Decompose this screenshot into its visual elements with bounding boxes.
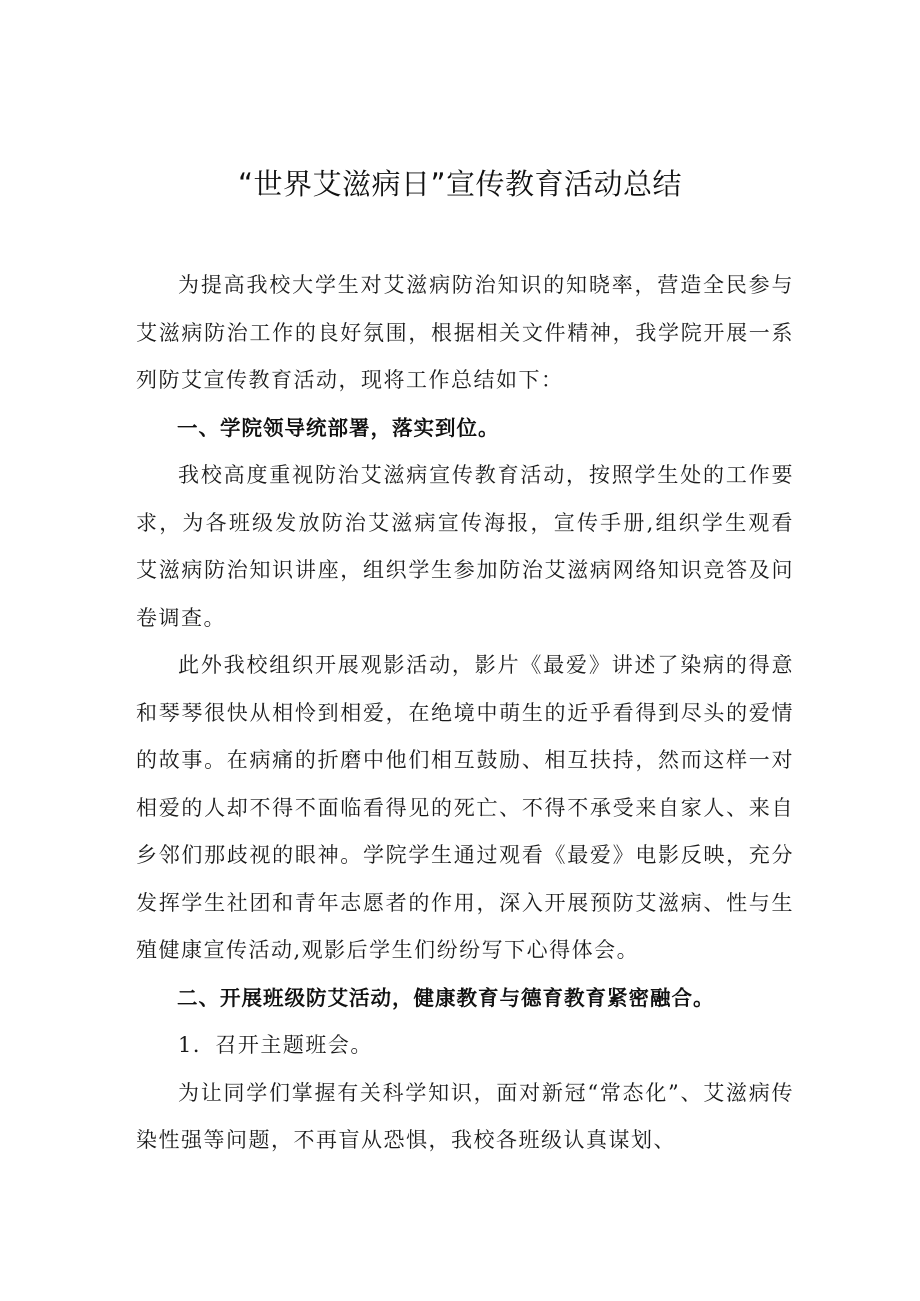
section-heading-2: 二、开展班级防艾活动，健康教育与德育教育紧密融合。 [177,985,715,1010]
intro-paragraph: 为提高我校大学生对艾滋病防治知识的知晓率，营造全民参与艾滋病防治工作的良好氛围，根据相关文件精神，我学院开展一系列防艾宣传教育活动，现将工作总结如下： [136,273,794,392]
section-2-paragraph-1: 为让同学们掌握有关科学知识，面对新冠“常态化”、艾滋病传染性强等问题，不再盲从恐惧，我校各班级认真谋划、 [136,1080,794,1152]
section-1-paragraph-1: 我校高度重视防治艾滋病宣传教育活动，按照学生处的工作要求，为各班级发放防治艾滋病宣传海报，宣传手册,组织学生观看艾滋病防治知识讲座，组织学生参加防治艾滋病网络知识竞答及问卷调查。 [136,463,794,630]
document-title: “世界艾滋病日”宣传教育活动总结 [237,167,683,201]
section-heading-1: 一、学院领导统部署，落实到位。 [177,415,500,440]
subsection-heading-1: 1．召开主题班会。 [178,1033,373,1057]
document-body [136,262,794,1165]
section-1-paragraph-2: 此外我校组织开展观影活动，影片《最爱》讲述了染病的得意和琴琴很快从相怜到相爱，在绝境中萌生的近乎看得到尽头的爱情的故事。在病痛的折磨中他们相互鼓励、相互扶持，然而这样一对相爱的人却不得不面临看得见的死亡、不得不承受来自家人、来自乡邻们那歧视的眼神。学院学生通过观看《最爱》电影反映，充分发挥学生社团和青年志愿者的作用，深入开展预防艾滋病、性与生殖健康宣传活动,观影后学生们纷纷写下心得体会。 [136,653,794,962]
